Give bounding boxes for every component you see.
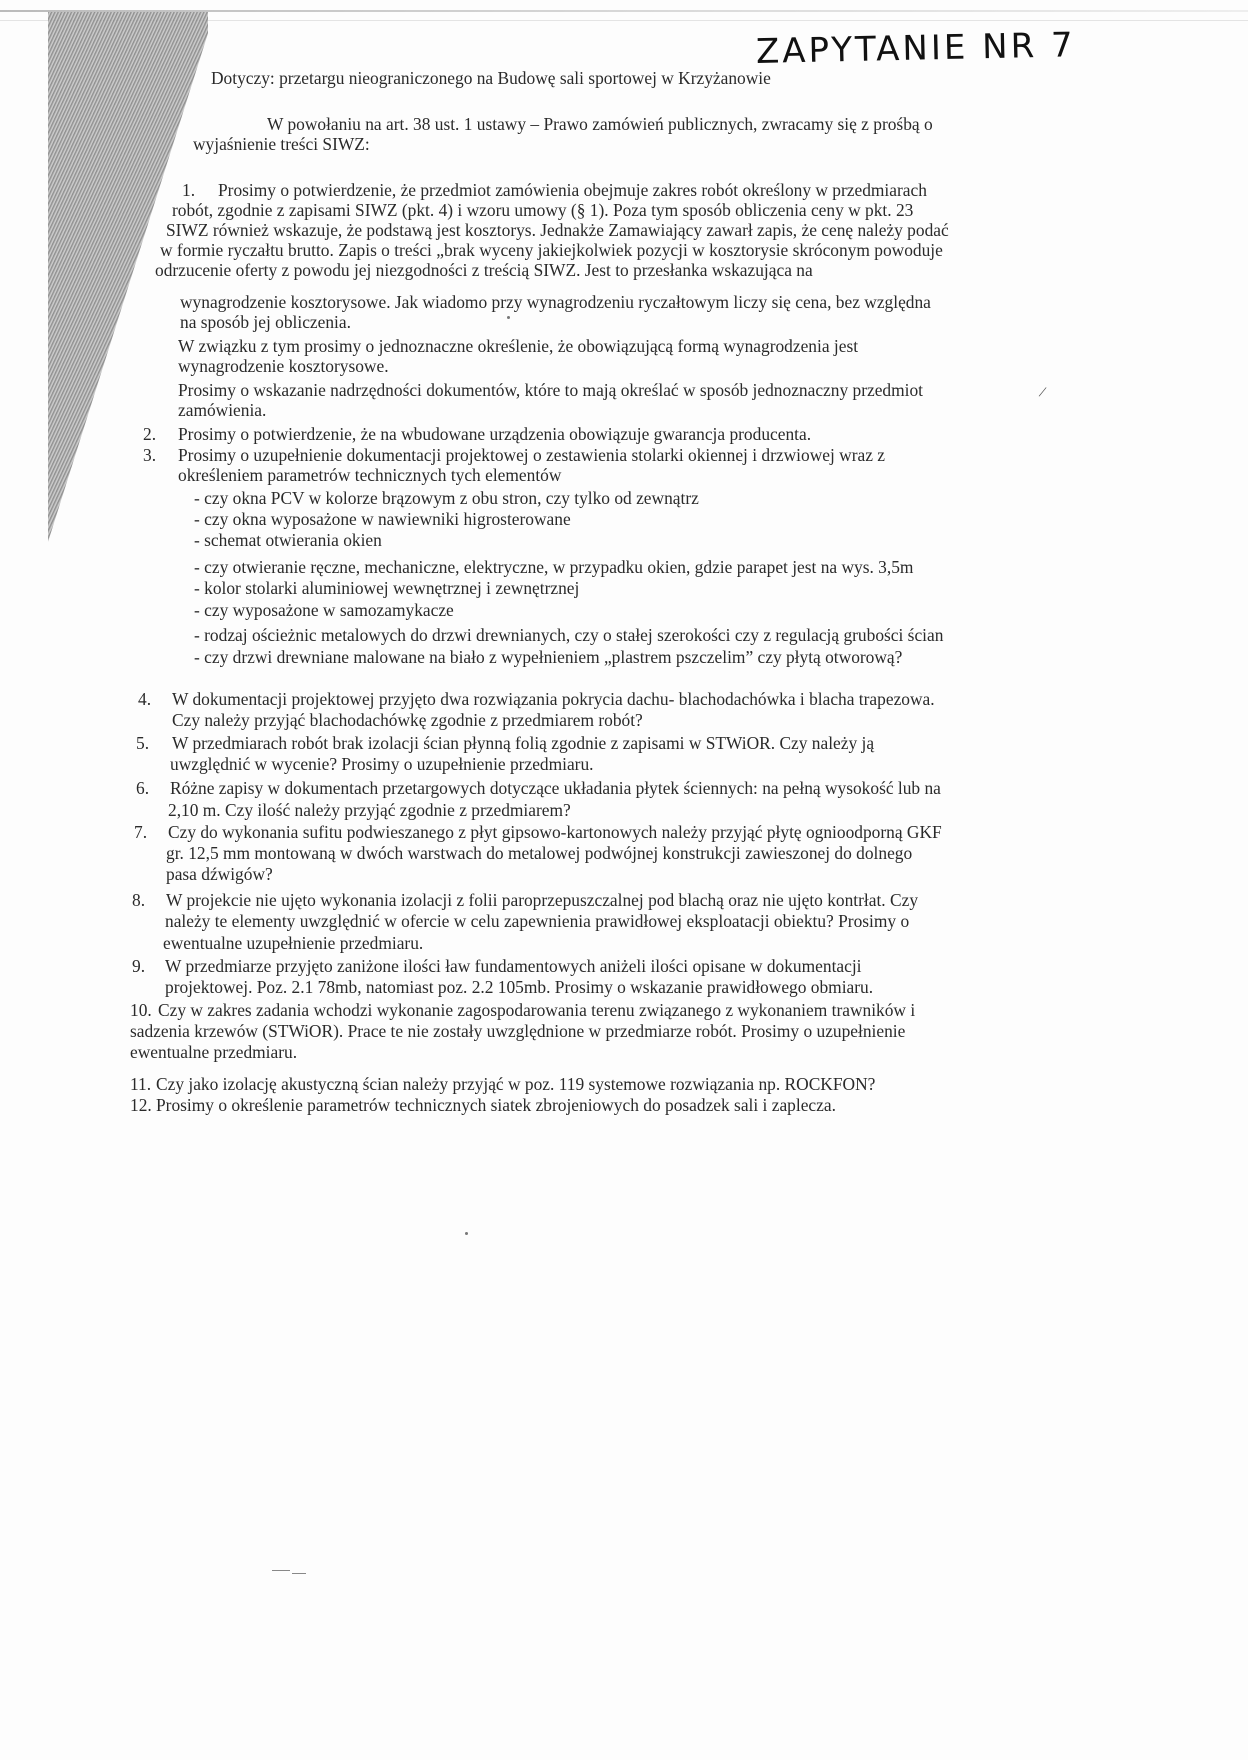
question-line: pasa dźwigów? — [166, 864, 273, 884]
question-number: 6. — [136, 778, 150, 798]
question-line: W dokumentacji projektowej przyjęto dwa rozwiązania pokrycia dachu- blachodachówka i blacha trapezowa. — [172, 689, 935, 709]
question-line: Różne zapisy w dokumentach przetargowych dotyczące układania płytek ściennych: na pełną wysokość lub na — [170, 778, 941, 798]
question-line: robót, zgodnie z zapisami SIWZ (pkt. 4) i wzoru umowy (§ 1). Poza tym sposób obliczenia ceny w pkt. 23 — [172, 200, 914, 220]
sub-list-item: - czy okna PCV w kolorze brązowym z obu stron, czy tylko od zewnątrz — [194, 488, 699, 508]
question-line: Czy w zakres zadania wchodzi wykonanie zagospodarowania terenu związanego z wykonaniem trawników i — [158, 1000, 916, 1020]
question-number: 7. — [134, 822, 148, 842]
question-line: Czy do wykonania sufitu podwieszanego z płyt gipsowo-kartonowych należy przyjąć płytę ognioodporną GKF — [168, 822, 942, 842]
scan-speck — [292, 1573, 306, 1574]
question-line: gr. 12,5 mm montowaną w dwóch warstwach do metalowej podwójnej konstrukcji zawieszonej do dolnego — [166, 843, 913, 863]
question-line: Prosimy o określenie parametrów technicznych siatek zbrojeniowych do posadzek sali i zaplecza. — [156, 1095, 836, 1115]
question-number: 3. — [143, 445, 157, 465]
scan-speck — [465, 1232, 468, 1235]
scan-speck — [507, 316, 510, 319]
question-line: na sposób jej obliczenia. — [180, 312, 351, 332]
margin-mark: / — [1037, 383, 1048, 402]
intro-line-2: wyjaśnienie treści SIWZ: — [193, 134, 370, 154]
sub-list-item: - czy wyposażone w samozamykacze — [194, 600, 454, 620]
question-number: 5. — [136, 733, 150, 753]
question-line: Czy należy przyjąć blachodachówkę zgodnie z przedmiarem robót? — [172, 710, 643, 730]
question-number: 2. — [143, 424, 157, 444]
scan-speck — [272, 1570, 290, 1571]
question-number: 8. — [132, 890, 146, 910]
question-line: Prosimy o potwierdzenie, że przedmiot zamówienia obejmuje zakres robót określony w przedmiarach — [218, 180, 927, 200]
question-line: sadzenia krzewów (STWiOR). Prace te nie zostały uwzględnione w przedmiarze robót. Prosimy o uzupełnienie — [130, 1021, 906, 1041]
question-number: 1. — [182, 180, 196, 200]
question-line: Czy jako izolację akustyczną ścian należy przyjąć w poz. 119 systemowe rozwiązania np. ROCKFON? — [156, 1074, 876, 1094]
question-line: W przedmiarze przyjęto zaniżone ilości ław fundamentowych aniżeli ilości opisane w dokumentacji — [165, 956, 862, 976]
question-line: w formie ryczałtu brutto. Zapis o treści „brak wyceny jakiejkolwiek pozycji w kosztorysie skróconym powoduje — [160, 240, 943, 260]
question-number: 11. — [130, 1074, 152, 1094]
question-line: W przedmiarach robót brak izolacji ścian płynną folią zgodnie z zapisami w STWiOR. Czy należy ją — [172, 733, 875, 753]
intro-line-1: W powołaniu na art. 38 ust. 1 ustawy – Prawo zamówień publicznych, zwracamy się z prośbą o — [267, 114, 933, 134]
question-number: 9. — [132, 956, 146, 976]
question-line: określeniem parametrów technicznych tych elementów — [178, 465, 562, 485]
question-line: 2,10 m. Czy ilość należy przyjąć zgodnie z przedmiarem? — [168, 800, 571, 820]
question-line: Prosimy o uzupełnienie dokumentacji projektowej o zestawienia stolarki okiennej i drzwiowej wraz z — [178, 445, 886, 465]
question-line: ewentualne przedmiaru. — [130, 1042, 298, 1062]
handwritten-note: ZAPYTANIE NR 7 — [755, 25, 1077, 72]
question-line: wynagrodzenie kosztorysowe. Jak wiadomo przy wynagrodzeniu ryczałtowym liczy się cena, bez względna — [180, 292, 931, 312]
sub-list-item: - czy drzwi drewniane malowane na biało z wypełnieniem „plastrem pszczelim” czy płytą otworową? — [194, 647, 903, 667]
sub-list-item: - czy otwieranie ręczne, mechaniczne, elektryczne, w przypadku okien, gdzie parapet jest na wys. 3,5m — [194, 557, 914, 577]
question-number: 4. — [138, 689, 152, 709]
subject-line: Dotyczy: przetargu nieograniczonego na Budowę sali sportowej w Krzyżanowie — [211, 68, 771, 88]
sub-list-item: - rodzaj ościeżnic metalowych do drzwi drewnianych, czy o stałej szerokości czy z regulacją grubości ścian — [194, 625, 944, 645]
question-line: Prosimy o wskazanie nadrzędności dokumentów, które to mają określać w sposób jednoznaczny przedmiot — [178, 380, 924, 400]
sub-list-item: - czy okna wyposażone w nawiewniki higrosterowane — [194, 509, 571, 529]
sub-list-item: - schemat otwierania okien — [194, 530, 382, 550]
question-line: Prosimy o potwierdzenie, że na wbudowane urządzenia obowiązuje gwarancja producenta. — [178, 424, 812, 444]
question-number: 10. — [130, 1000, 152, 1020]
question-line: odrzucenie oferty z powodu jej niezgodności z treścią SIWZ. Jest to przesłanka wskazująca na — [155, 260, 813, 280]
scan-top-edge — [0, 10, 1248, 12]
question-line: wynagrodzenie kosztorysowe. — [178, 356, 389, 376]
question-number: 12. — [130, 1095, 152, 1115]
sub-list-item: - kolor stolarki aluminiowej wewnętrznej i zewnętrznej — [194, 578, 580, 598]
question-line: SIWZ również wskazuje, że podstawą jest kosztorys. Jednakże Zamawiający zawarł zapis, że cenę należy podać — [166, 220, 949, 240]
question-line: uwzględnić w wycenie? Prosimy o uzupełnienie przedmiaru. — [170, 754, 594, 774]
question-line: projektowej. Poz. 2.1 78mb, natomiast poz. 2.2 105mb. Prosimy o wskazanie prawidłowego obmiaru. — [165, 977, 874, 997]
question-line: zamówienia. — [178, 400, 267, 420]
question-line: ewentualne uzupełnienie przedmiaru. — [163, 933, 424, 953]
question-line: W związku z tym prosimy o jednoznaczne określenie, że obowiązującą formą wynagrodzenia jest — [178, 336, 859, 356]
question-line: należy te elementy uwzględnić w ofercie w celu zapewnienia prawidłowej eksploatacji obiektu? Prosimy o — [165, 911, 910, 931]
question-line: W projekcie nie ujęto wykonania izolacji z folii paroprzepuszczalnej pod blachą oraz nie ujęto kontrłat. Czy — [166, 890, 919, 910]
